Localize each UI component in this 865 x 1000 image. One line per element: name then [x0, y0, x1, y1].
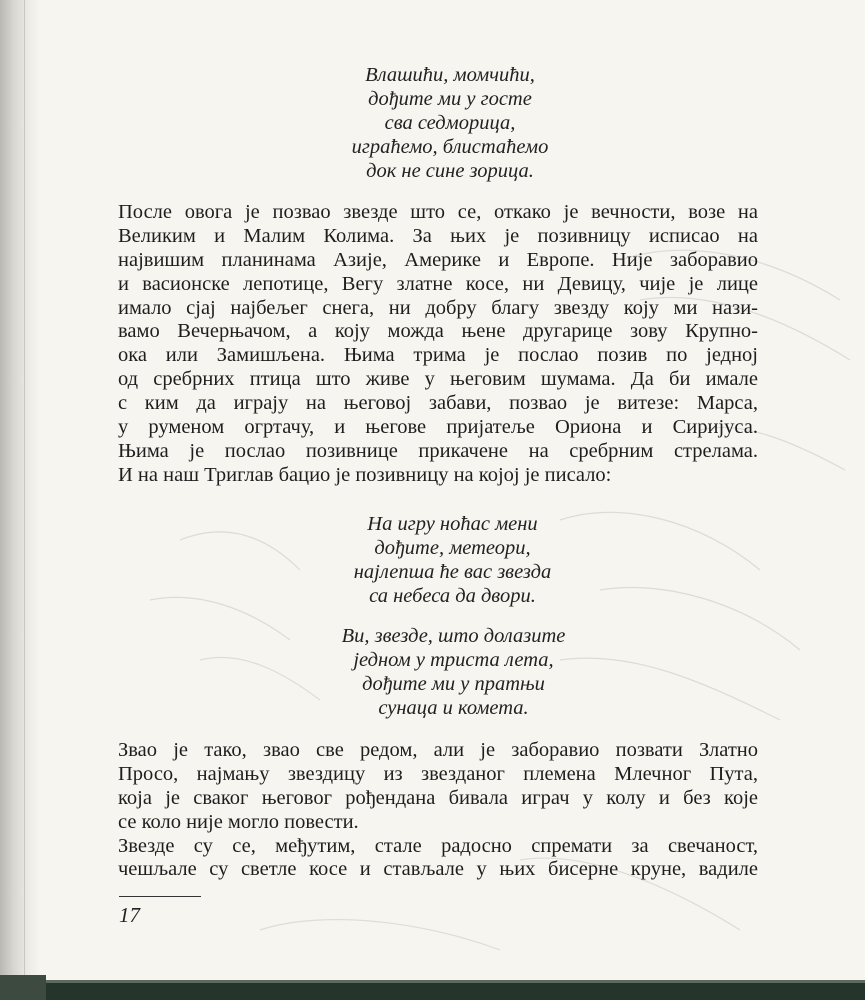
poem-stanza-2: [0, 512, 865, 608]
text-line: Звезде су се, међутим, стале радосно спремати за свечаност,: [118, 834, 758, 857]
poem-line: На игру ноћас мени: [367, 513, 538, 535]
text-line: имало сјај најбељег снега, ни добру благу звезду коју ми нази-: [118, 296, 758, 319]
text-line: вамо Вечерњачом, а коју можда њене другарице зову Крупно-: [118, 320, 758, 343]
text-line: Просо, најмању звездицу из звезданог племена Млечног Пута,: [118, 762, 758, 785]
text-line: у руменом огртачу, и његове пријатеље Ориона и Сиријуса.: [118, 416, 758, 439]
prose-paragraph-1: [118, 201, 758, 488]
text-line: која је сваког његовог рођендана бивала играч у колу и без које: [118, 786, 758, 809]
poem-line: дођите, метеори,: [374, 537, 531, 559]
poem-line: док не сине зорица.: [366, 160, 534, 182]
poem-line: сунаца и комета.: [378, 697, 529, 719]
text-line: Великим и Малим Колима. За њих је позивницу исписао на: [118, 224, 758, 247]
poem-line: најлепша ће вас звезда: [353, 561, 552, 583]
poem-stanza-1: [0, 63, 865, 183]
poem-line: сва седморица,: [384, 112, 516, 134]
page-number: 17: [119, 903, 140, 927]
poem-line: Влашићи, момчићи,: [365, 64, 535, 86]
text-line: Звао је тако, звао све редом, али је заборавио позвати Златно: [118, 739, 758, 761]
text-line: После овога је позвао звезде што се, откако је вечности, возе на: [118, 201, 758, 223]
poem-line: Ви, звезде, што долазите: [341, 625, 566, 647]
text-line: од сребрних птица што живе у његовим шумама. Да би имале: [118, 368, 758, 391]
poem-line: играћемо, блистаћемо: [351, 136, 549, 158]
bottom-edge-bar: [0, 980, 865, 1000]
text-line: се коло није могло повести.: [118, 810, 359, 833]
poem-line: дођите ми у госте: [368, 88, 532, 110]
poem-line: једном у триста лета,: [353, 649, 554, 671]
poem-line: са небеса да двори.: [369, 585, 536, 607]
text-line: и васионске лепотице, Вегу златне косе, ни Девицу, чије је лице: [118, 272, 758, 295]
bottom-left-corner: [0, 975, 46, 1000]
text-line: чешљале су светле косе и стављале у њих бисерне круне, вадиле: [118, 858, 758, 881]
text-line: највишим планинама Азије, Америке и Европе. Није заборавио: [118, 248, 758, 271]
prose-paragraph-2: [118, 739, 758, 882]
page-number-rule: [119, 896, 201, 897]
poem-stanza-3: [0, 624, 865, 720]
text-line: Њима је послао позивнице прикачене на сребрним стрелама.: [118, 439, 758, 462]
text-line: ока или Замишљена. Њима трима је послао позив по једној: [118, 344, 758, 367]
text-line: И на наш Триглав бацио је позивницу на којој је писало:: [118, 463, 612, 486]
text-line: с ким да играју на његовој забави, позвао је витезе: Марса,: [118, 392, 758, 415]
poem-line: дођите ми у пратњи: [362, 673, 545, 695]
